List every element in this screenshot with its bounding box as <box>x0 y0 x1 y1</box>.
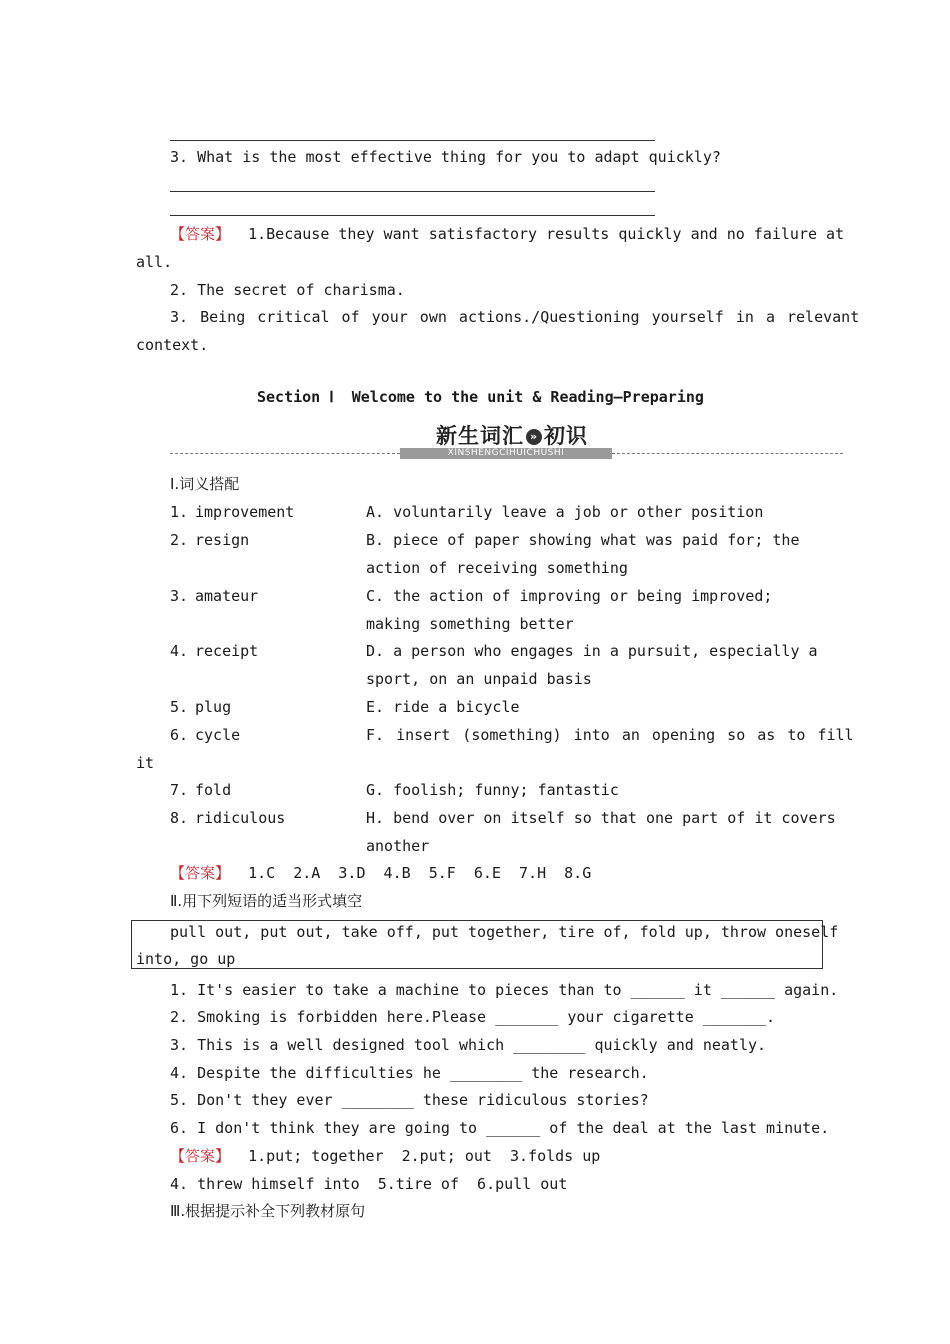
item-word: resign <box>195 531 250 549</box>
item-def-cont: sport, on an unpaid basis <box>366 670 592 688</box>
answer-label: 【答案】 <box>170 864 231 882</box>
item-def: F. insert (something) into an opening so as to fill <box>366 726 854 744</box>
phrase-box-line-2: into, go up <box>136 950 236 968</box>
banner-title-b: 初识 <box>544 424 588 448</box>
banner-title-a: 新生词汇 <box>436 424 524 448</box>
top-answer-2: 2. The secret of charisma. <box>170 281 405 299</box>
item-word: plug <box>195 698 232 716</box>
answer-blank-line <box>170 191 655 192</box>
item-def: D. a person who engages in a pursuit, especially a <box>366 642 818 660</box>
item-def-cont: another <box>366 837 430 855</box>
fill-sentence-6: 6. I don't think they are going to ______ of the deal at the last minute. <box>170 1119 830 1137</box>
banner-dash-left <box>170 453 400 454</box>
fill-sentence-3: 3. This is a well designed tool which ________ quickly and neatly. <box>170 1036 767 1054</box>
item-num: 8. <box>170 809 189 827</box>
part2-answer-line-1 <box>170 1146 600 1166</box>
item-def: H. bend over on itself so that one part of it covers <box>366 809 836 827</box>
answer-1-text: 1.Because they want satisfactory results quickly and no failure at <box>248 225 845 243</box>
item-def: B. piece of paper showing what was paid for; the <box>366 531 800 549</box>
question-3: 3. What is the most effective thing for you to adapt quickly? <box>170 148 721 166</box>
fill-sentence-1: 1. It's easier to take a machine to pieces than to ______ it ______ again. <box>170 981 839 999</box>
top-answer-3-wrap: context. <box>136 336 209 354</box>
item-def: E. ride a bicycle <box>366 698 520 716</box>
item-word: ridiculous <box>195 809 286 827</box>
top-answer-line-1-wrap: all. <box>136 253 173 271</box>
banner-title <box>422 420 602 450</box>
fill-sentence-5: 5. Don't they ever ________ these ridiculous stories? <box>170 1091 649 1109</box>
vocabulary-banner <box>170 420 843 462</box>
top-answer-3: 3. Being critical of your own actions./Questioning yourself in a relevant <box>170 308 860 326</box>
item-num: 3. <box>170 587 189 605</box>
item-def: C. the action of improving or being improved; <box>366 587 773 605</box>
part3-heading: Ⅲ.根据提示补全下列教材原句 <box>170 1202 366 1220</box>
item-num: 5. <box>170 698 189 716</box>
answer-blank-line <box>170 140 655 141</box>
phrase-box-line-1: pull out, put out, take off, put together, tire of, fold up, throw oneself <box>170 923 839 941</box>
item-def-cont: action of receiving something <box>366 559 628 577</box>
item-def-cont: making something better <box>366 615 574 633</box>
answer-blank-line <box>170 215 655 216</box>
item-num: 6. <box>170 726 189 744</box>
item-word: receipt <box>195 642 259 660</box>
item-def: A. voluntarily leave a job or other position <box>366 503 764 521</box>
part1-heading: Ⅰ.词义搭配 <box>170 475 240 493</box>
item-num: 2. <box>170 531 189 549</box>
part2-answer-line-2: 4. threw himself into 5.tire of 6.pull out <box>170 1175 568 1193</box>
item-num: 4. <box>170 642 189 660</box>
item-def: G. foolish; funny; fantastic <box>366 781 619 799</box>
part1-answer-text: 1.C 2.A 3.D 4.B 5.F 6.E 7.H 8.G <box>248 864 592 882</box>
banner-dash-right <box>612 453 843 454</box>
part2-answer-text: 1.put; together 2.put; out 3.folds up <box>248 1147 601 1165</box>
item-word: improvement <box>195 503 295 521</box>
fill-sentence-4: 4. Despite the difficulties he ________ the research. <box>170 1064 649 1082</box>
section-title: Section Ⅰ Welcome to the unit & Reading—Preparing <box>257 388 704 406</box>
item-word: amateur <box>195 587 259 605</box>
arrow-right-icon: » <box>526 429 542 445</box>
answer-label: 【答案】 <box>170 1147 231 1165</box>
answer-label: 【答案】 <box>170 225 231 243</box>
top-answer-line-1 <box>170 224 844 244</box>
part2-heading: Ⅱ.用下列短语的适当形式填空 <box>170 892 363 910</box>
banner-pinyin: XINSHENGCIHUICHUSHI <box>400 448 612 459</box>
item-num: 1. <box>170 503 189 521</box>
fill-sentence-2: 2. Smoking is forbidden here.Please _______ your cigarette _______. <box>170 1008 776 1026</box>
part1-answer <box>170 863 591 883</box>
item-def-wrap: it <box>136 754 155 772</box>
item-word: fold <box>195 781 232 799</box>
item-num: 7. <box>170 781 189 799</box>
item-word: cycle <box>195 726 241 744</box>
